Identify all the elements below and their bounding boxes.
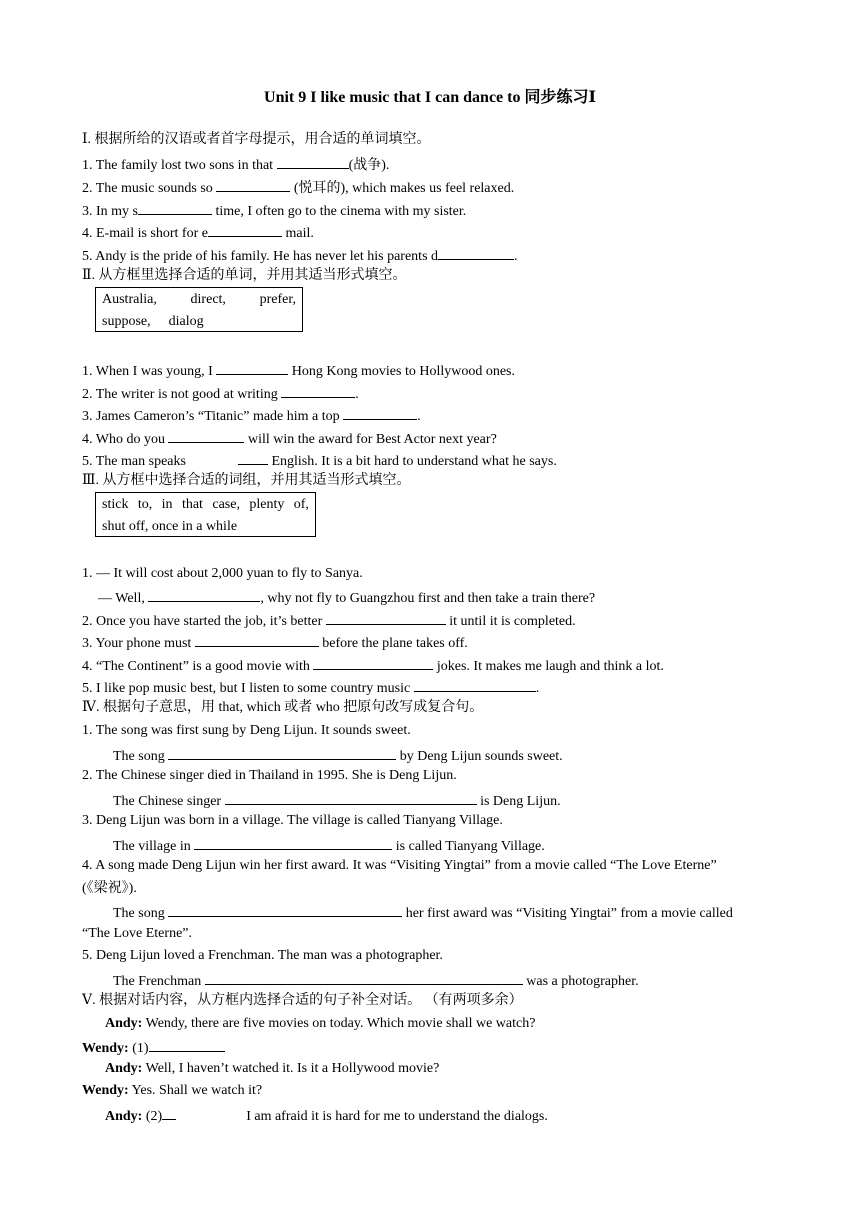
answer-blank[interactable] xyxy=(138,201,212,215)
answer-blank[interactable] xyxy=(205,971,523,985)
section-4-heading: Ⅳ. 根据句子意思，用 that, which 或者 who 把原句改写成复合句。 xyxy=(82,700,484,715)
s1-question-5: 5. Andy is the pride of his family. He has never let his parents d . xyxy=(82,246,518,265)
s2-question-4: 4. Who do you will win the award for Best Actor next year? xyxy=(82,429,497,448)
dialog-line-5: Andy: (2) I am afraid it is hard for me to understand the dialogs. xyxy=(105,1106,548,1125)
phrase-box: stick to, in that case, plenty of, shut off, once in a while xyxy=(95,492,316,537)
answer-blank[interactable] xyxy=(149,1038,225,1052)
answer-blank[interactable] xyxy=(195,633,319,647)
s3-question-2: 2. Once you have started the job, it’s better it until it is completed. xyxy=(82,611,576,630)
s3-question-1: 1. — It will cost about 2,000 yuan to fly to Sanya. xyxy=(82,566,363,581)
answer-blank[interactable] xyxy=(313,656,433,670)
answer-blank[interactable] xyxy=(168,429,244,443)
s4-answer-1: The song by Deng Lijun sounds sweet. xyxy=(113,746,563,765)
answer-blank[interactable] xyxy=(343,406,417,420)
section-5-heading: Ⅴ. 根据对话内容，从方框内选择合适的句子补全对话。 （有两项多余） xyxy=(82,993,523,1008)
answer-blank[interactable] xyxy=(216,361,288,375)
s1-question-3: 3. In my s time, I often go to the cinema with my sister. xyxy=(82,201,466,220)
answer-blank[interactable] xyxy=(168,746,396,760)
dialog-line-4: Wendy: Yes. Shall we watch it? xyxy=(82,1083,263,1098)
dialog-line-2: Wendy: (1) xyxy=(82,1038,225,1057)
answer-blank[interactable] xyxy=(168,903,402,917)
answer-blank[interactable] xyxy=(162,1106,176,1120)
word-box: Australia, direct, prefer, suppose, dialog xyxy=(95,287,303,332)
page-title: Unit 9 I like music that I can dance to 同步练习Ⅰ xyxy=(264,89,596,106)
s4-question-4: 4. A song made Deng Lijun win her first award. It was “Visiting Yingtai” from a movie called “The Love Eterne” xyxy=(82,858,717,873)
answer-blank[interactable] xyxy=(414,678,536,692)
s2-question-2: 2. The writer is not good at writing . xyxy=(82,384,359,403)
s3-question-1-reply: — Well, , why not fly to Guangzhou first and then take a train there? xyxy=(98,588,595,607)
s2-question-5: 5. The man speaks English. It is a bit hard to understand what he says. xyxy=(82,451,557,470)
answer-blank[interactable] xyxy=(281,384,355,398)
answer-blank[interactable] xyxy=(194,836,392,850)
answer-blank[interactable] xyxy=(238,451,268,465)
s4-question-3: 3. Deng Lijun was born in a village. The village is called Tianyang Village. xyxy=(82,813,503,828)
section-1-heading: Ⅰ. 根据所给的汉语或者首字母提示，用合适的单词填空。 xyxy=(82,132,431,147)
answer-blank[interactable] xyxy=(326,611,446,625)
section-3-heading: Ⅲ. 从方框中选择合适的词组，并用其适当形式填空。 xyxy=(82,473,411,488)
answer-blank[interactable] xyxy=(438,246,514,260)
answer-blank[interactable] xyxy=(225,791,477,805)
section-2-heading: Ⅱ. 从方框里选择合适的单词，并用其适当形式填空。 xyxy=(82,268,407,283)
s4-question-4-cont: (《梁祝》). xyxy=(82,881,137,896)
s4-question-2: 2. The Chinese singer died in Thailand in 1995. She is Deng Lijun. xyxy=(82,768,457,783)
s2-question-1: 1. When I was young, I Hong Kong movies to Hollywood ones. xyxy=(82,361,515,380)
dialog-line-3: Andy: Well, I haven’t watched it. Is it a Hollywood movie? xyxy=(105,1061,440,1076)
s2-question-3: 3. James Cameron’s “Titanic” made him a top . xyxy=(82,406,421,425)
answer-blank[interactable] xyxy=(208,223,282,237)
answer-blank[interactable] xyxy=(277,155,349,169)
s4-question-1: 1. The song was first sung by Deng Lijun. It sounds sweet. xyxy=(82,723,411,738)
s1-question-1: 1. The family lost two sons in that (战争). xyxy=(82,155,389,174)
s4-answer-4: The song her first award was “Visiting Yingtai” from a movie called xyxy=(113,903,733,922)
s4-answer-5: The Frenchman was a photographer. xyxy=(113,971,639,990)
s1-question-2: 2. The music sounds so (悦耳的), which makes us feel relaxed. xyxy=(82,178,514,197)
s4-answer-2: The Chinese singer is Deng Lijun. xyxy=(113,791,561,810)
s4-answer-4-cont: “The Love Eterne”. xyxy=(82,926,192,941)
s4-answer-3: The village in is called Tianyang Village. xyxy=(113,836,545,855)
dialog-line-1: Andy: Wendy, there are five movies on today. Which movie shall we watch? xyxy=(105,1016,536,1031)
s3-question-3: 3. Your phone must before the plane takes off. xyxy=(82,633,468,652)
s1-question-4: 4. E-mail is short for e mail. xyxy=(82,223,314,242)
s3-question-5: 5. I like pop music best, but I listen to some country music . xyxy=(82,678,539,697)
s3-question-4: 4. “The Continent” is a good movie with jokes. It makes me laugh and think a lot. xyxy=(82,656,664,675)
answer-blank[interactable] xyxy=(148,588,260,602)
answer-blank[interactable] xyxy=(216,178,290,192)
s4-question-5: 5. Deng Lijun loved a Frenchman. The man was a photographer. xyxy=(82,948,443,963)
